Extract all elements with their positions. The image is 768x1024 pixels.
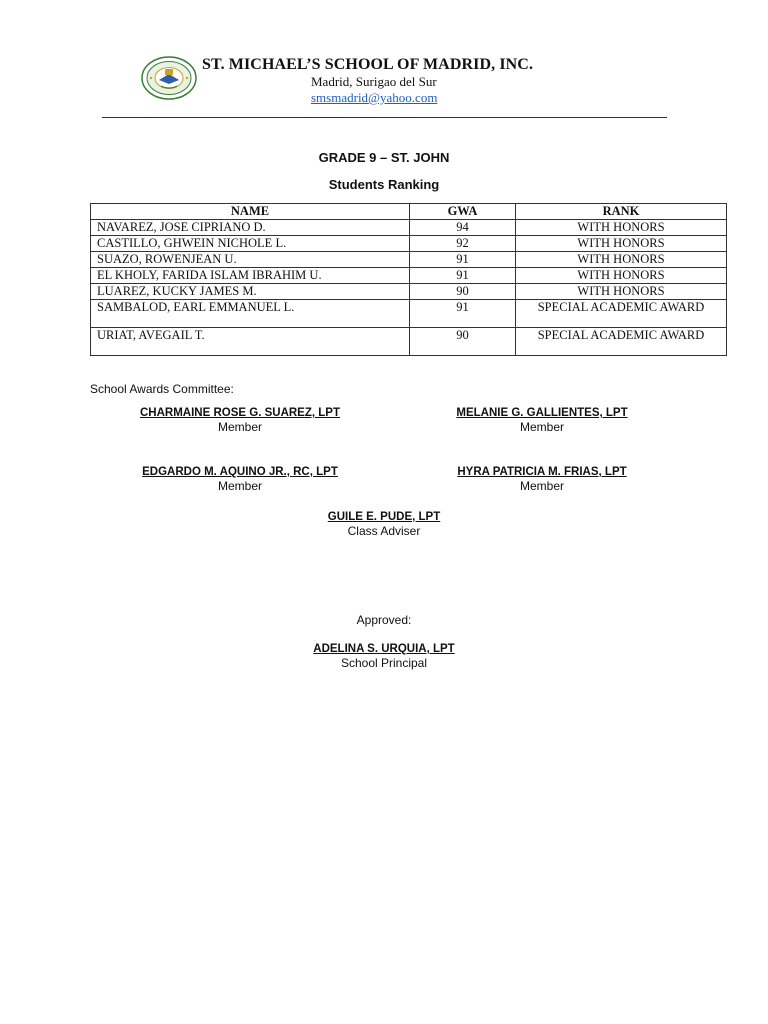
table-row <box>91 236 727 252</box>
school-seal-logo <box>141 56 197 100</box>
table-row <box>91 252 727 268</box>
letterhead <box>0 0 768 125</box>
header-name: NAME <box>91 204 410 220</box>
student-name: CASTILLO, GHWEIN NICHOLE L. <box>91 236 410 252</box>
student-name: SAMBALOD, EARL EMMANUEL L. <box>91 300 410 328</box>
student-gwa: 92 <box>410 236 516 252</box>
adviser-role: Class Adviser <box>347 524 421 538</box>
ranking-title: Students Ranking <box>328 177 440 192</box>
student-name: EL KHOLY, FARIDA ISLAM IBRAHIM U. <box>91 268 410 284</box>
table-row <box>91 328 727 356</box>
header-divider <box>102 117 667 118</box>
students-ranking-table <box>90 203 727 356</box>
table-row <box>91 284 727 300</box>
table-row <box>91 220 727 236</box>
student-rank: WITH HONORS <box>516 284 727 300</box>
table-row <box>91 300 727 328</box>
signatory-member <box>422 466 662 493</box>
student-gwa: 94 <box>410 220 516 236</box>
school-address: Madrid, Surigao del Sur <box>311 74 437 89</box>
school-email-link[interactable]: smsmadrid@yahoo.com <box>311 90 438 105</box>
signatory-name: CHARMAINE ROSE G. SUAREZ, LPT <box>140 407 340 419</box>
principal-name: ADELINA S. URQUIA, LPT <box>313 643 455 655</box>
student-gwa: 91 <box>410 300 516 328</box>
student-rank: SPECIAL ACADEMIC AWARD <box>516 328 727 356</box>
signatory-role: Member <box>217 479 262 493</box>
signatory-principal <box>264 643 504 670</box>
student-gwa: 90 <box>410 284 516 300</box>
header-gwa: GWA <box>410 204 516 220</box>
student-name: LUAREZ, KUCKY JAMES M. <box>91 284 410 300</box>
signatory-name: EDGARDO M. AQUINO JR., RC, LPT <box>142 466 338 478</box>
student-name: SUAZO, ROWENJEAN U. <box>91 252 410 268</box>
principal-role: School Principal <box>340 656 428 670</box>
header-rank: RANK <box>516 204 727 220</box>
signatory-name: HYRA PATRICIA M. FRIAS, LPT <box>457 466 627 478</box>
signatory-role: Member <box>519 420 564 434</box>
student-rank: WITH HONORS <box>516 252 727 268</box>
adviser-name: GUILE E. PUDE, LPT <box>327 511 441 523</box>
student-rank: WITH HONORS <box>516 220 727 236</box>
approved-label: Approved: <box>356 613 412 627</box>
student-gwa: 91 <box>410 268 516 284</box>
student-rank: SPECIAL ACADEMIC AWARD <box>516 300 727 328</box>
grade-section-title: GRADE 9 – ST. JOHN <box>318 150 450 165</box>
signatory-member <box>422 407 662 434</box>
student-gwa: 91 <box>410 252 516 268</box>
student-name: URIAT, AVEGAIL T. <box>91 328 410 356</box>
table-header-row <box>91 204 727 220</box>
table-row <box>91 268 727 284</box>
committee-label: School Awards Committee: <box>90 382 234 396</box>
signatory-name: MELANIE G. GALLIENTES, LPT <box>456 407 628 419</box>
signatory-member <box>120 407 360 434</box>
student-rank: WITH HONORS <box>516 268 727 284</box>
school-name: ST. MICHAEL’S SCHOOL OF MADRID, INC. <box>202 56 534 73</box>
signatory-member <box>120 466 360 493</box>
student-rank: WITH HONORS <box>516 236 727 252</box>
student-gwa: 90 <box>410 328 516 356</box>
signatory-adviser <box>264 511 504 538</box>
signatory-role: Member <box>217 420 262 434</box>
signatory-role: Member <box>519 479 564 493</box>
student-name: NAVAREZ, JOSE CIPRIANO D. <box>91 220 410 236</box>
